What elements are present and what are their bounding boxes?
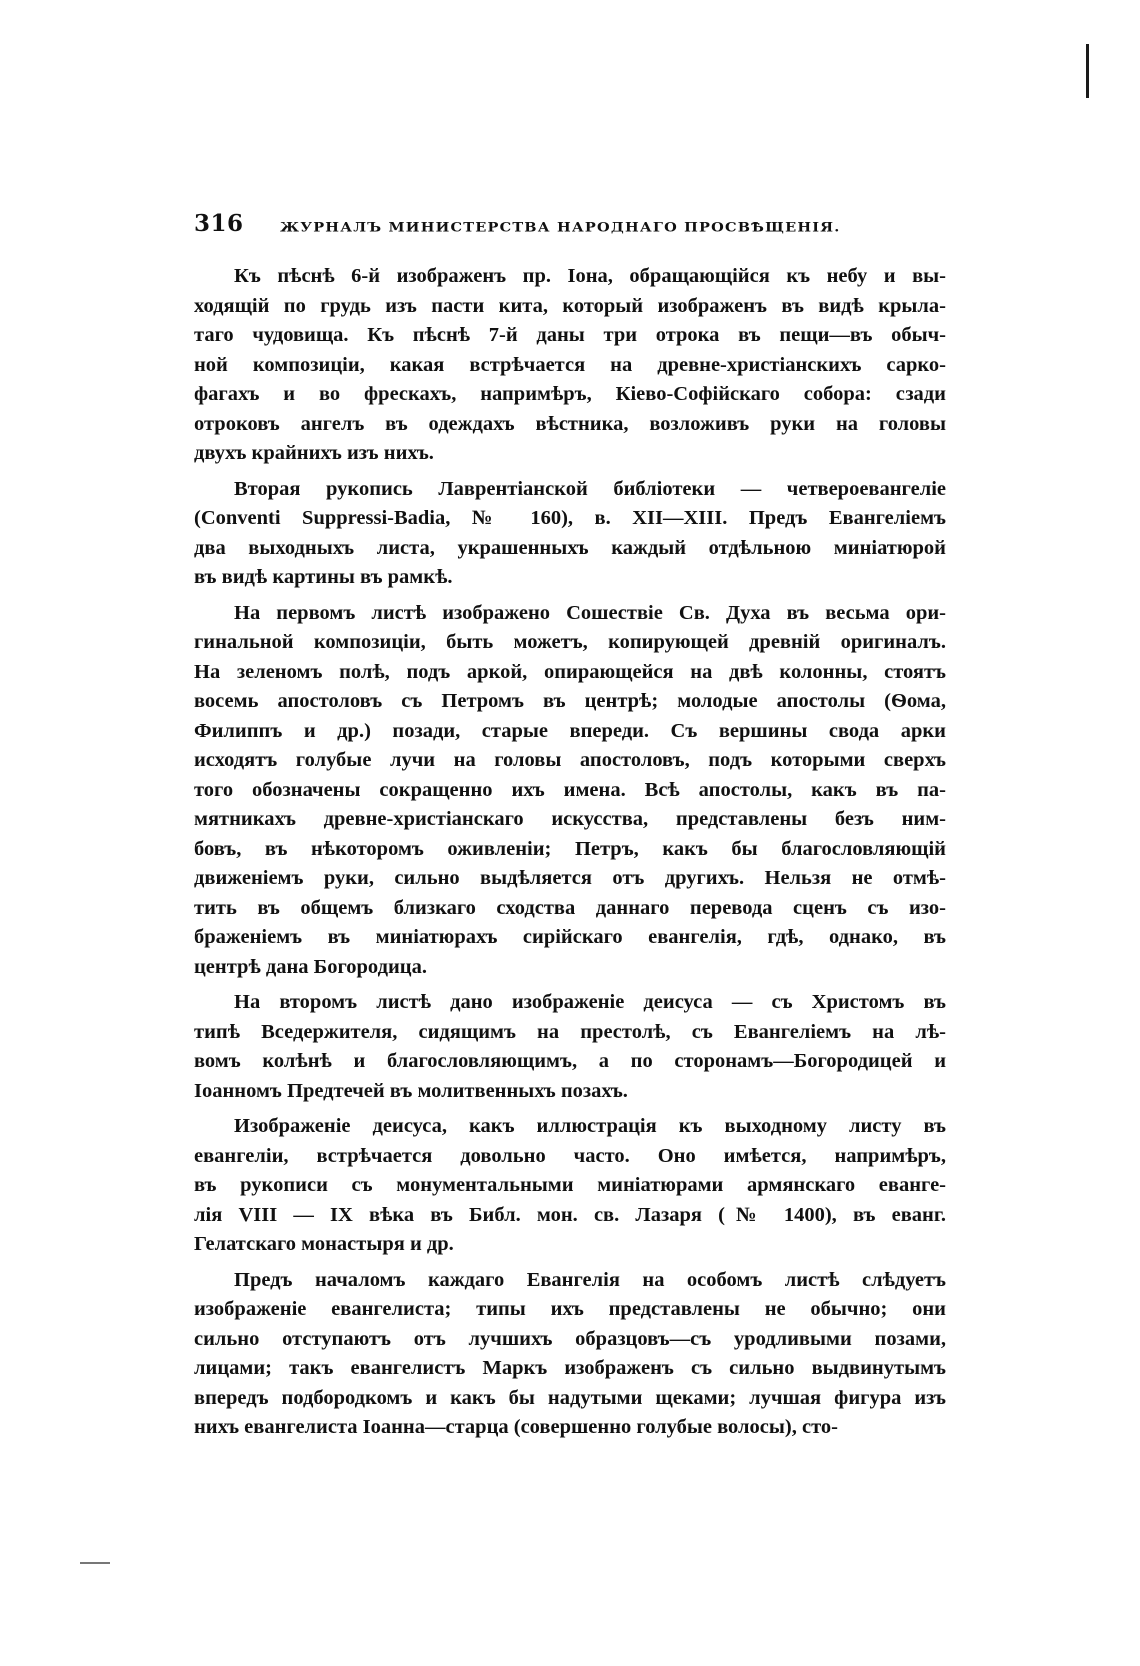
text-line: сильно отступаютъ отъ лучшихъ образцовъ—съ уродливыми позами, [194,1327,946,1350]
text-line: въ видѣ картины въ рамкѣ. [194,566,453,588]
text-line: Изображеніе деисуса, какъ иллюстрація къ выходному листу въ [234,1115,946,1137]
paragraph [194,1266,946,1443]
text-line: въ рукописи съ монументальными миніатюрами армянскаго еванге- [194,1174,946,1196]
text-line: лицами; такъ евангелистъ Маркъ изображенъ съ сильно выдвинутымъ [194,1357,946,1379]
text-line: вомъ колѣнѣ и благословляющимъ, а по сторонамъ—Богородицей и [194,1050,946,1072]
text-line: На первомъ листѣ изображено Сошествіе Св. Духа въ весьма ори- [234,601,946,624]
text-line: нихъ евангелиста Іоанна—старца (совершенно голубые волосы), сто- [194,1416,838,1438]
text-line: двухъ крайнихъ изъ нихъ. [194,442,434,464]
text-line: Филиппъ и др.) позади, старые впереди. Съ вершины свода арки [194,719,946,742]
running-title: ЖУРНАЛЪ МИНИСТЕРСТВА НАРОДНАГО ПРОСВѢЩЕНІЯ. [280,219,841,235]
text-line: впередъ подбородкомъ и какъ бы надутыми щеками; лучшая фигура изъ [194,1386,946,1409]
text-line: два выходныхъ листа, украшенныхъ каждый отдѣльною миніатюрой [194,536,946,559]
text-line: На зеленомъ полѣ, подъ аркой, опирающейся на двѣ колонны, стоятъ [194,660,946,683]
text-line: евангеліи, встрѣчается довольно часто. Оно имѣется, напримѣръ, [194,1144,946,1167]
text-line: бовъ, въ нѣкоторомъ оживленіи; Петръ, какъ бы благословляющій [194,837,946,860]
paragraph [194,1112,946,1260]
page-number: 316 [194,210,244,237]
text-line: типѣ Вседержителя, сидящимъ на престолѣ, съ Евангеліемъ на лѣ- [194,1020,946,1043]
paragraph [194,475,946,593]
text-line: (Conventi Suppressi-Badia, № 160), в. XII—XIII. Предъ Евангеліемъ [194,507,946,529]
text-line: Къ пѣснѣ 6-й изображенъ пр. Іона, обращающійся къ небу и вы- [234,265,946,287]
text-line: ной композиціи, какая встрѣчается на древне-христіанскихъ сарко- [194,353,946,376]
text-line: На второмъ листѣ дано изображеніе деисуса — съ Христомъ въ [234,991,946,1013]
scan-margin-mark [80,1562,110,1564]
text-line: лія VIII — IX вѣка въ Библ. мон. св. Лазаря (№ 1400), въ еванг. [194,1203,946,1226]
text-line: изображеніе евангелиста; типы ихъ представлены не обычно; они [194,1298,946,1320]
text-line: восемь апостоловъ съ Петромъ въ центрѣ; молодые апостолы (Ѳома, [194,690,946,712]
text-line: Предъ началомъ каждаго Евангелія на особомъ листѣ слѣдуетъ [234,1268,946,1291]
text-line: центрѣ дана Богородица. [194,955,427,978]
text-line: Вторая рукопись Лаврентіанской библіотеки — четвероевангеліе [234,477,946,500]
paragraph [194,988,946,1106]
text-line: таго чудовища. Къ пѣснѣ 7-й даны три отрока въ пещи—въ обыч- [194,324,946,346]
text-line: тить въ общемъ близкаго сходства даннаго перевода сценъ съ изо- [194,896,946,919]
scan-edge-mark [1086,44,1089,98]
text-line: исходятъ голубые лучи на головы апостоловъ, подъ которыми сверхъ [194,749,946,771]
paragraph [194,599,946,983]
text-line: фагахъ и во фрескахъ, напримѣръ, Кіево-Софійскаго собора: сзади [194,383,946,405]
text-line: того обозначены сокращенно ихъ имена. Всѣ апостолы, какъ въ па- [194,778,946,801]
paragraph [194,262,946,469]
text-line: движеніемъ руки, сильно выдѣляется отъ другихъ. Нельзя не отмѣ- [194,867,946,889]
text-line: отроковъ ангелъ въ одеждахъ вѣстника, возложивъ руки на головы [194,412,946,435]
text-line: мятникахъ древне-христіанскаго искусства, представлены безъ ним- [194,808,946,830]
page-header [194,210,946,242]
body-text [194,262,946,1449]
text-line: Іоанномъ Предтечей въ молитвенныхъ позахъ. [194,1079,628,1102]
text-line: гинальной композиціи, быть можетъ, копирующей древній оригиналъ. [194,631,946,653]
text-line: браженіемъ въ миніатюрахъ сирійскаго евангелія, гдѣ, однако, въ [194,926,946,948]
text-line: ходящій по грудь изъ пасти кита, который изображенъ въ видѣ крыла- [194,294,946,317]
text-line: Гелатскаго монастыря и др. [194,1233,454,1255]
